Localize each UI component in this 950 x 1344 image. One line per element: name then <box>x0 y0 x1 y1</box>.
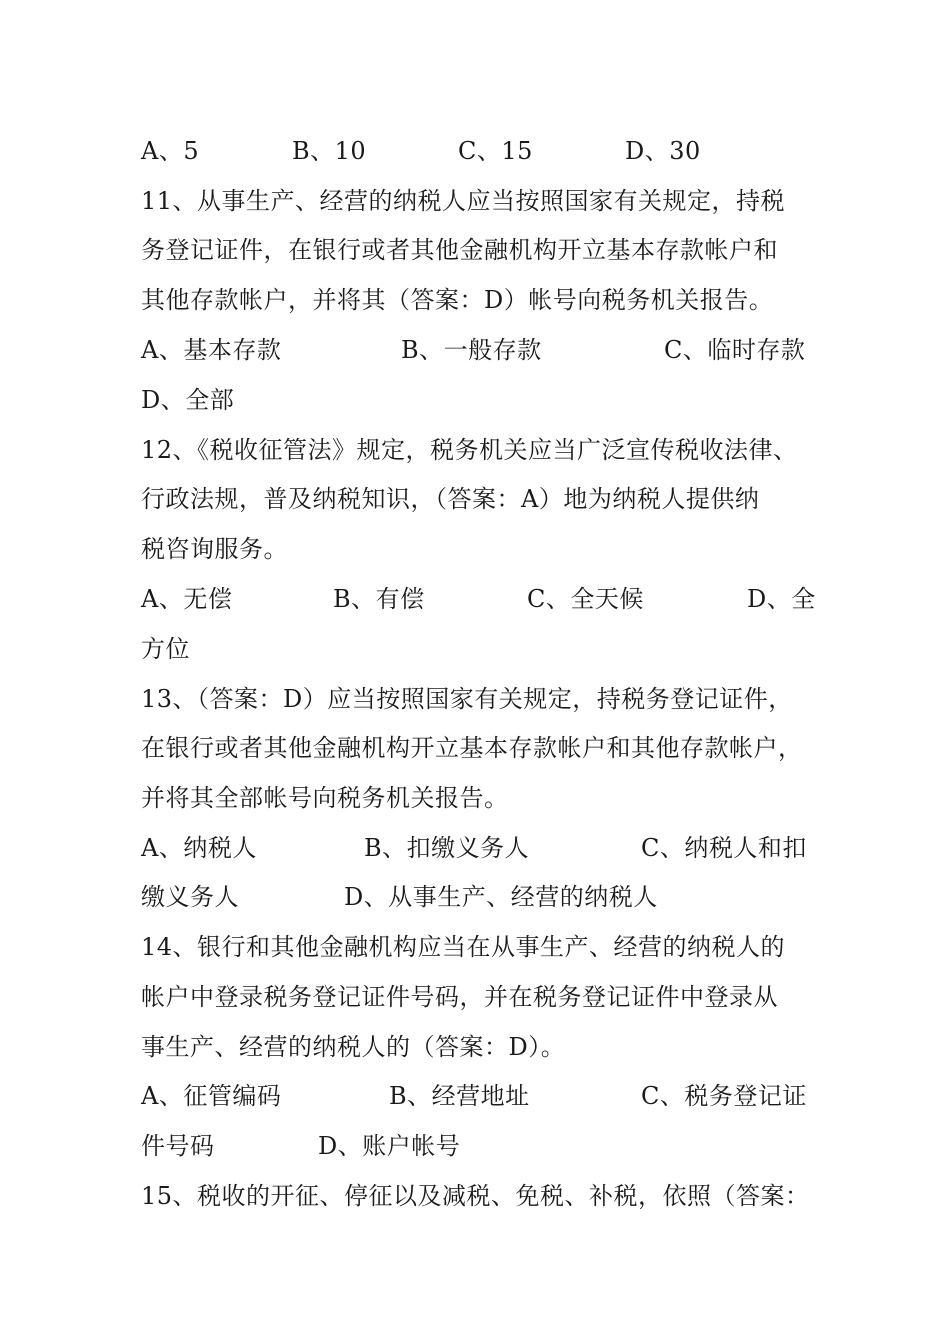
option-b: B、10 <box>292 137 367 165</box>
question-14-line-2: 帐户中登录税务登记证件号码，并在税务登记证件中登录从 <box>141 983 778 1011</box>
options-q12 <box>141 579 816 619</box>
option-d-continued: 方位 <box>141 635 190 663</box>
option-d: D、30 <box>625 137 701 165</box>
option-a: A、纳税人 <box>141 834 257 862</box>
question-12-line-3: 税咨询服务。 <box>141 535 288 563</box>
option-c: C、税务登记证 <box>641 1082 807 1110</box>
option-b: B、经营地址 <box>389 1082 530 1110</box>
option-b: B、有偿 <box>333 585 425 613</box>
option-c-continued: 件号码 <box>141 1132 215 1160</box>
options-q10 <box>141 131 701 171</box>
option-c-continued: 缴义务人 <box>141 883 239 911</box>
option-d: D、全部 <box>141 386 235 414</box>
option-d: D、账户帐号 <box>318 1132 461 1160</box>
question-14-line-3: 事生产、经营的纳税人的（答案：D）。 <box>141 1033 566 1061</box>
question-13-line-3: 并将其全部帐号向税务机关报告。 <box>141 784 509 812</box>
question-13-line-2: 在银行或者其他金融机构开立基本存款帐户和其他存款帐户， <box>141 734 803 762</box>
question-11-line-1: 11、从事生产、经营的纳税人应当按照国家有关规定，持税 <box>141 187 786 215</box>
options-q14 <box>141 1076 807 1116</box>
question-12-line-2: 行政法规，普及纳税知识，（答案：A）地为纳税人提供纳 <box>141 485 760 513</box>
option-a: A、5 <box>141 137 200 165</box>
question-11-line-3: 其他存款帐户，并将其（答案：D）帐号向税务机关报告。 <box>141 286 774 314</box>
question-13-line-1: 13、（答案：D）应当按照国家有关规定，持税务登记证件， <box>141 685 793 713</box>
question-15-line-1: 15、税收的开征、停征以及减税、免税、补税，依照（答案： <box>141 1182 810 1210</box>
question-14-line-1: 14、银行和其他金融机构应当在从事生产、经营的纳税人的 <box>141 933 786 961</box>
question-12-line-1: 12、《税收征管法》规定，税务机关应当广泛宣传税收法律、 <box>141 436 798 464</box>
option-b: B、扣缴义务人 <box>364 834 530 862</box>
option-c: C、临时存款 <box>664 336 806 364</box>
option-c: C、纳税人和扣 <box>641 834 807 862</box>
options-q11 <box>141 330 806 370</box>
option-c: C、全天候 <box>527 585 644 613</box>
options-q13-continued <box>141 877 658 917</box>
option-b: B、一般存款 <box>401 336 542 364</box>
option-d: D、全 <box>747 585 816 613</box>
option-a: A、无偿 <box>141 585 233 613</box>
options-q13 <box>141 828 807 868</box>
option-c: C、15 <box>458 137 533 165</box>
options-q14-continued <box>141 1126 461 1166</box>
option-a: A、征管编码 <box>141 1082 282 1110</box>
question-11-line-2: 务登记证件，在银行或者其他金融机构开立基本存款帐户和 <box>141 236 778 264</box>
option-a: A、基本存款 <box>141 336 282 364</box>
option-d: D、从事生产、经营的纳税人 <box>344 883 658 911</box>
